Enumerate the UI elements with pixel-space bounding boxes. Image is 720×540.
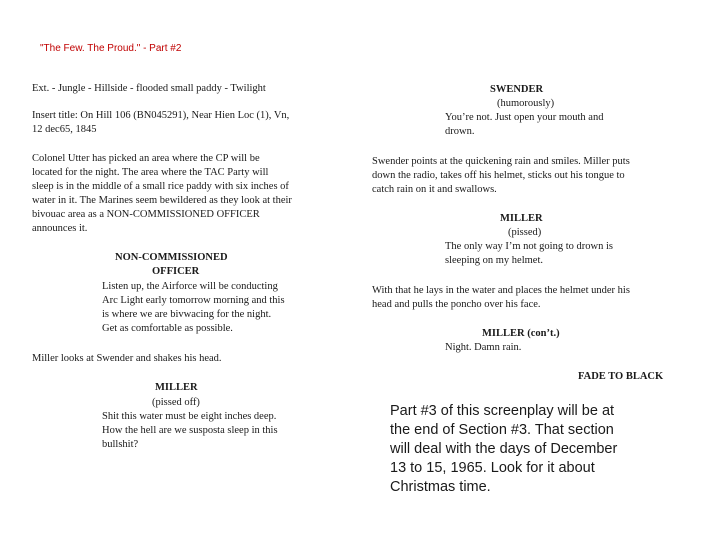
action-line: located for the night. The area where the TAC Party will [32, 167, 269, 178]
author-note [390, 402, 690, 497]
dialogue-nco [102, 280, 317, 336]
action-line: announces it. [32, 223, 88, 234]
dialogue-miller [445, 240, 660, 268]
dialogue-line: You’re not. Just open your mouth and [445, 112, 604, 123]
character-name-nco-cont: OFFICER [152, 266, 200, 277]
dialogue-miller [102, 410, 317, 452]
action-paragraph: Miller looks at Swender and shakes his head. [32, 353, 222, 364]
parenthetical: (humorously) [497, 98, 555, 109]
note-line: 13 to 15, 1965. Look for it about [390, 460, 595, 476]
parenthetical: (pissed) [508, 227, 542, 238]
dialogue-line: Shit this water must be eight inches deep. [102, 411, 277, 422]
action-line: With that he lays in the water and places the helmet under his [372, 285, 630, 296]
action-line: sleep is in the middle of a small rice paddy with six inches of [32, 181, 289, 192]
dialogue-line: drown. [445, 126, 475, 137]
character-name-miller-cont: MILLER (con’t.) [482, 328, 560, 339]
character-name-nco: NON-COMMISSIONED [115, 252, 228, 263]
insert-title-line: 12 dec65, 1845 [32, 124, 97, 135]
note-line: Christmas time. [390, 479, 491, 495]
note-line: Part #3 of this screenplay will be at [390, 403, 615, 419]
character-name-swender: SWENDER [490, 84, 544, 95]
dialogue-swender [445, 111, 660, 139]
parenthetical: (pissed off) [152, 397, 200, 408]
scene-heading: Ext. - Jungle - Hillside - flooded small paddy - Twilight [32, 83, 266, 94]
action-line: Swender points at the quickening rain and smiles. Miller puts [372, 156, 630, 167]
document-header-title: "The Few. The Proud." - Part #2 [40, 43, 182, 54]
insert-title [32, 109, 332, 137]
dialogue-line: How the hell are we susposta sleep in this [102, 425, 278, 436]
note-line: will deal with the days of December [390, 441, 618, 457]
action-line: Colonel Utter has picked an area where the CP will be [32, 153, 260, 164]
action-paragraph [372, 284, 672, 312]
dialogue-line: is where we are bivwacing for the night. [102, 309, 272, 320]
action-paragraph [32, 152, 332, 236]
insert-title-line: Insert title: On Hill 106 (BN045291), Near Hien Loc (1), Vn, [32, 110, 290, 121]
action-line: head and pulls the poncho over his face. [372, 299, 541, 310]
dialogue-line: The only way I’m not going to drown is [445, 241, 613, 252]
character-name-miller: MILLER [500, 213, 543, 224]
character-name-miller: MILLER [155, 382, 198, 393]
dialogue-miller: Night. Damn rain. [445, 342, 522, 353]
transition: FADE TO BLACK [578, 371, 664, 382]
action-line: catch rain on it and swallows. [372, 184, 497, 195]
dialogue-line: sleeping on my helmet. [445, 255, 543, 266]
action-line: bivouac area as a NON-COMMISSIONED OFFICER [32, 209, 260, 220]
note-line: the end of Section #3. That section [390, 422, 614, 438]
dialogue-line: bullshit? [102, 439, 139, 450]
action-line: water in it. The Marines seem bewildered as they look at their [32, 195, 292, 206]
action-line: down the radio, takes off his helmet, sticks out his tongue to [372, 170, 625, 181]
dialogue-line: Arc Light early tomorrow morning and this [102, 295, 285, 306]
dialogue-line: Listen up, the Airforce will be conducting [102, 281, 278, 292]
dialogue-line: Get as comfortable as possible. [102, 323, 233, 334]
action-paragraph [372, 155, 672, 197]
